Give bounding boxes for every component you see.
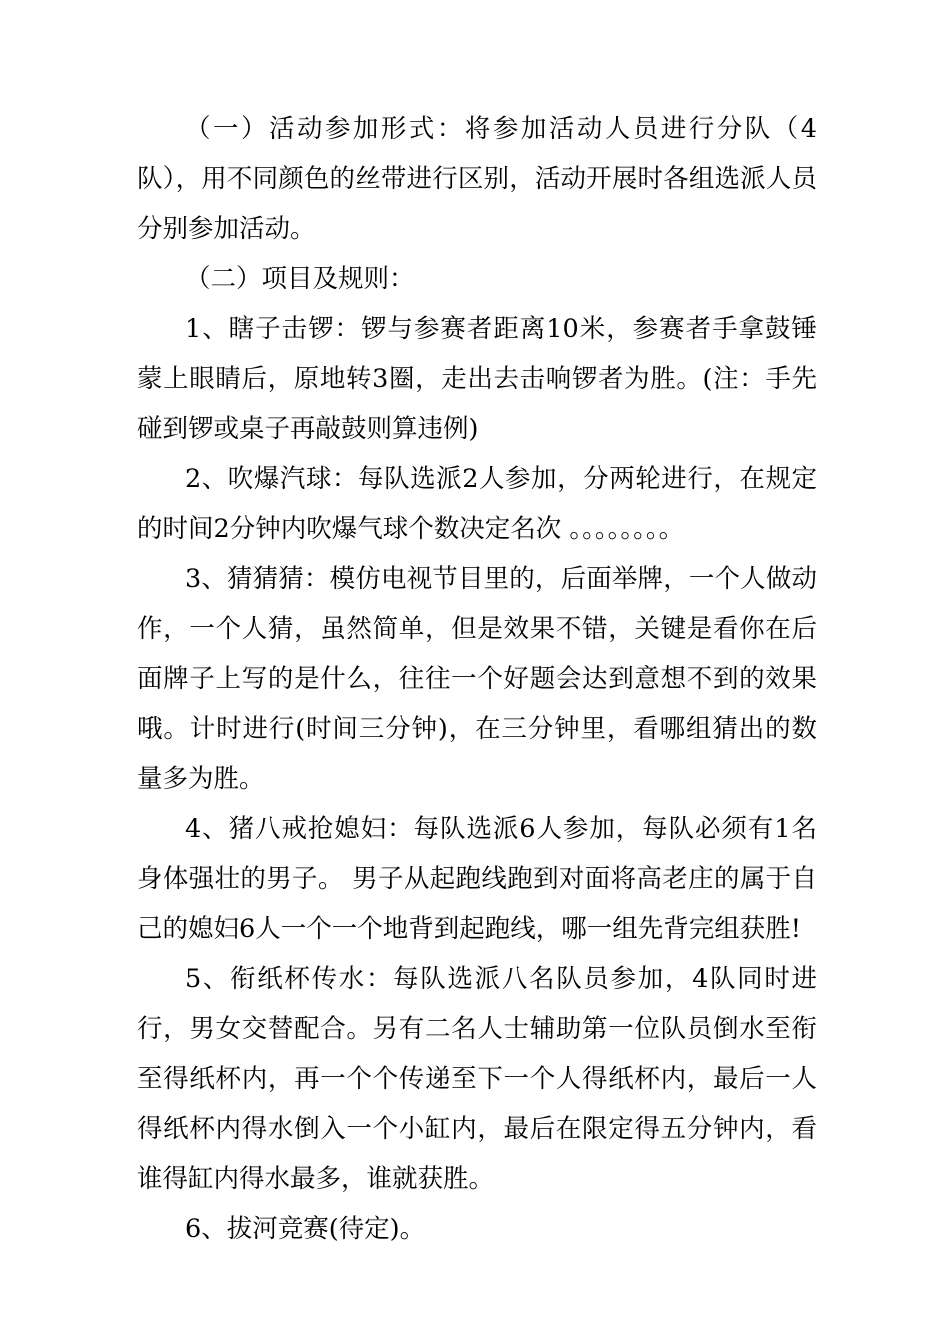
paragraph-rule-5: 5、衔纸杯传水：每队选派八名队员参加，4队同时进行，男女交替配合。另有二名人士辅助第一位队员倒水至衔至得纸杯内，再一个个传递至下一个人得纸杯内，最后一人得纸杯内得水倒入一个小缸内，最后在限定得五分钟内，看谁得缸内得水最多，谁就获胜。 xyxy=(137,964,817,1194)
paragraph-rule-2: 2、吹爆汽球：每队选派2人参加，分两轮进行，在规定的时间2分钟内吹爆气球个数决定名次 。。。。。。。。 xyxy=(137,464,817,544)
paragraph-items-and-rules-heading: （二）项目及规则： xyxy=(185,264,415,294)
paragraph-rule-4: 4、猪八戒抢媳妇：每队选派6人参加，每队必须有1名身体强壮的男子。 男子从起跑线跑到对面将高老庄的属于自己的媳妇6人一个一个地背到起跑线，哪一组先背完组获胜! xyxy=(137,814,817,944)
document-body xyxy=(137,104,817,1254)
paragraph-activity-format: （一）活动参加形式：将参加活动人员进行分队（4队），用不同颜色的丝带进行区别，活动开展时各组选派人员分别参加活动。 xyxy=(137,114,817,244)
paragraph-rule-3: 3、猜猜猜：模仿电视节目里的，后面举牌，一个人做动作，一个人猜，虽然简单，但是效果不错，关键是看你在后面牌子上写的是什么，往往一个好题会达到意想不到的效果哦。计时进行(时间三分钟)，在三分钟里，看哪组猜出的数量多为胜。 xyxy=(137,564,817,794)
paragraph-rule-1: 1、瞎子击锣：锣与参赛者距离10米，参赛者手拿鼓锤蒙上眼睛后，原地转3圈，走出去击响锣者为胜。(注：手先碰到锣或桌子再敲鼓则算违例) xyxy=(137,314,817,444)
paragraph-rule-6: 6、拔河竞赛(待定)。 xyxy=(185,1214,426,1244)
